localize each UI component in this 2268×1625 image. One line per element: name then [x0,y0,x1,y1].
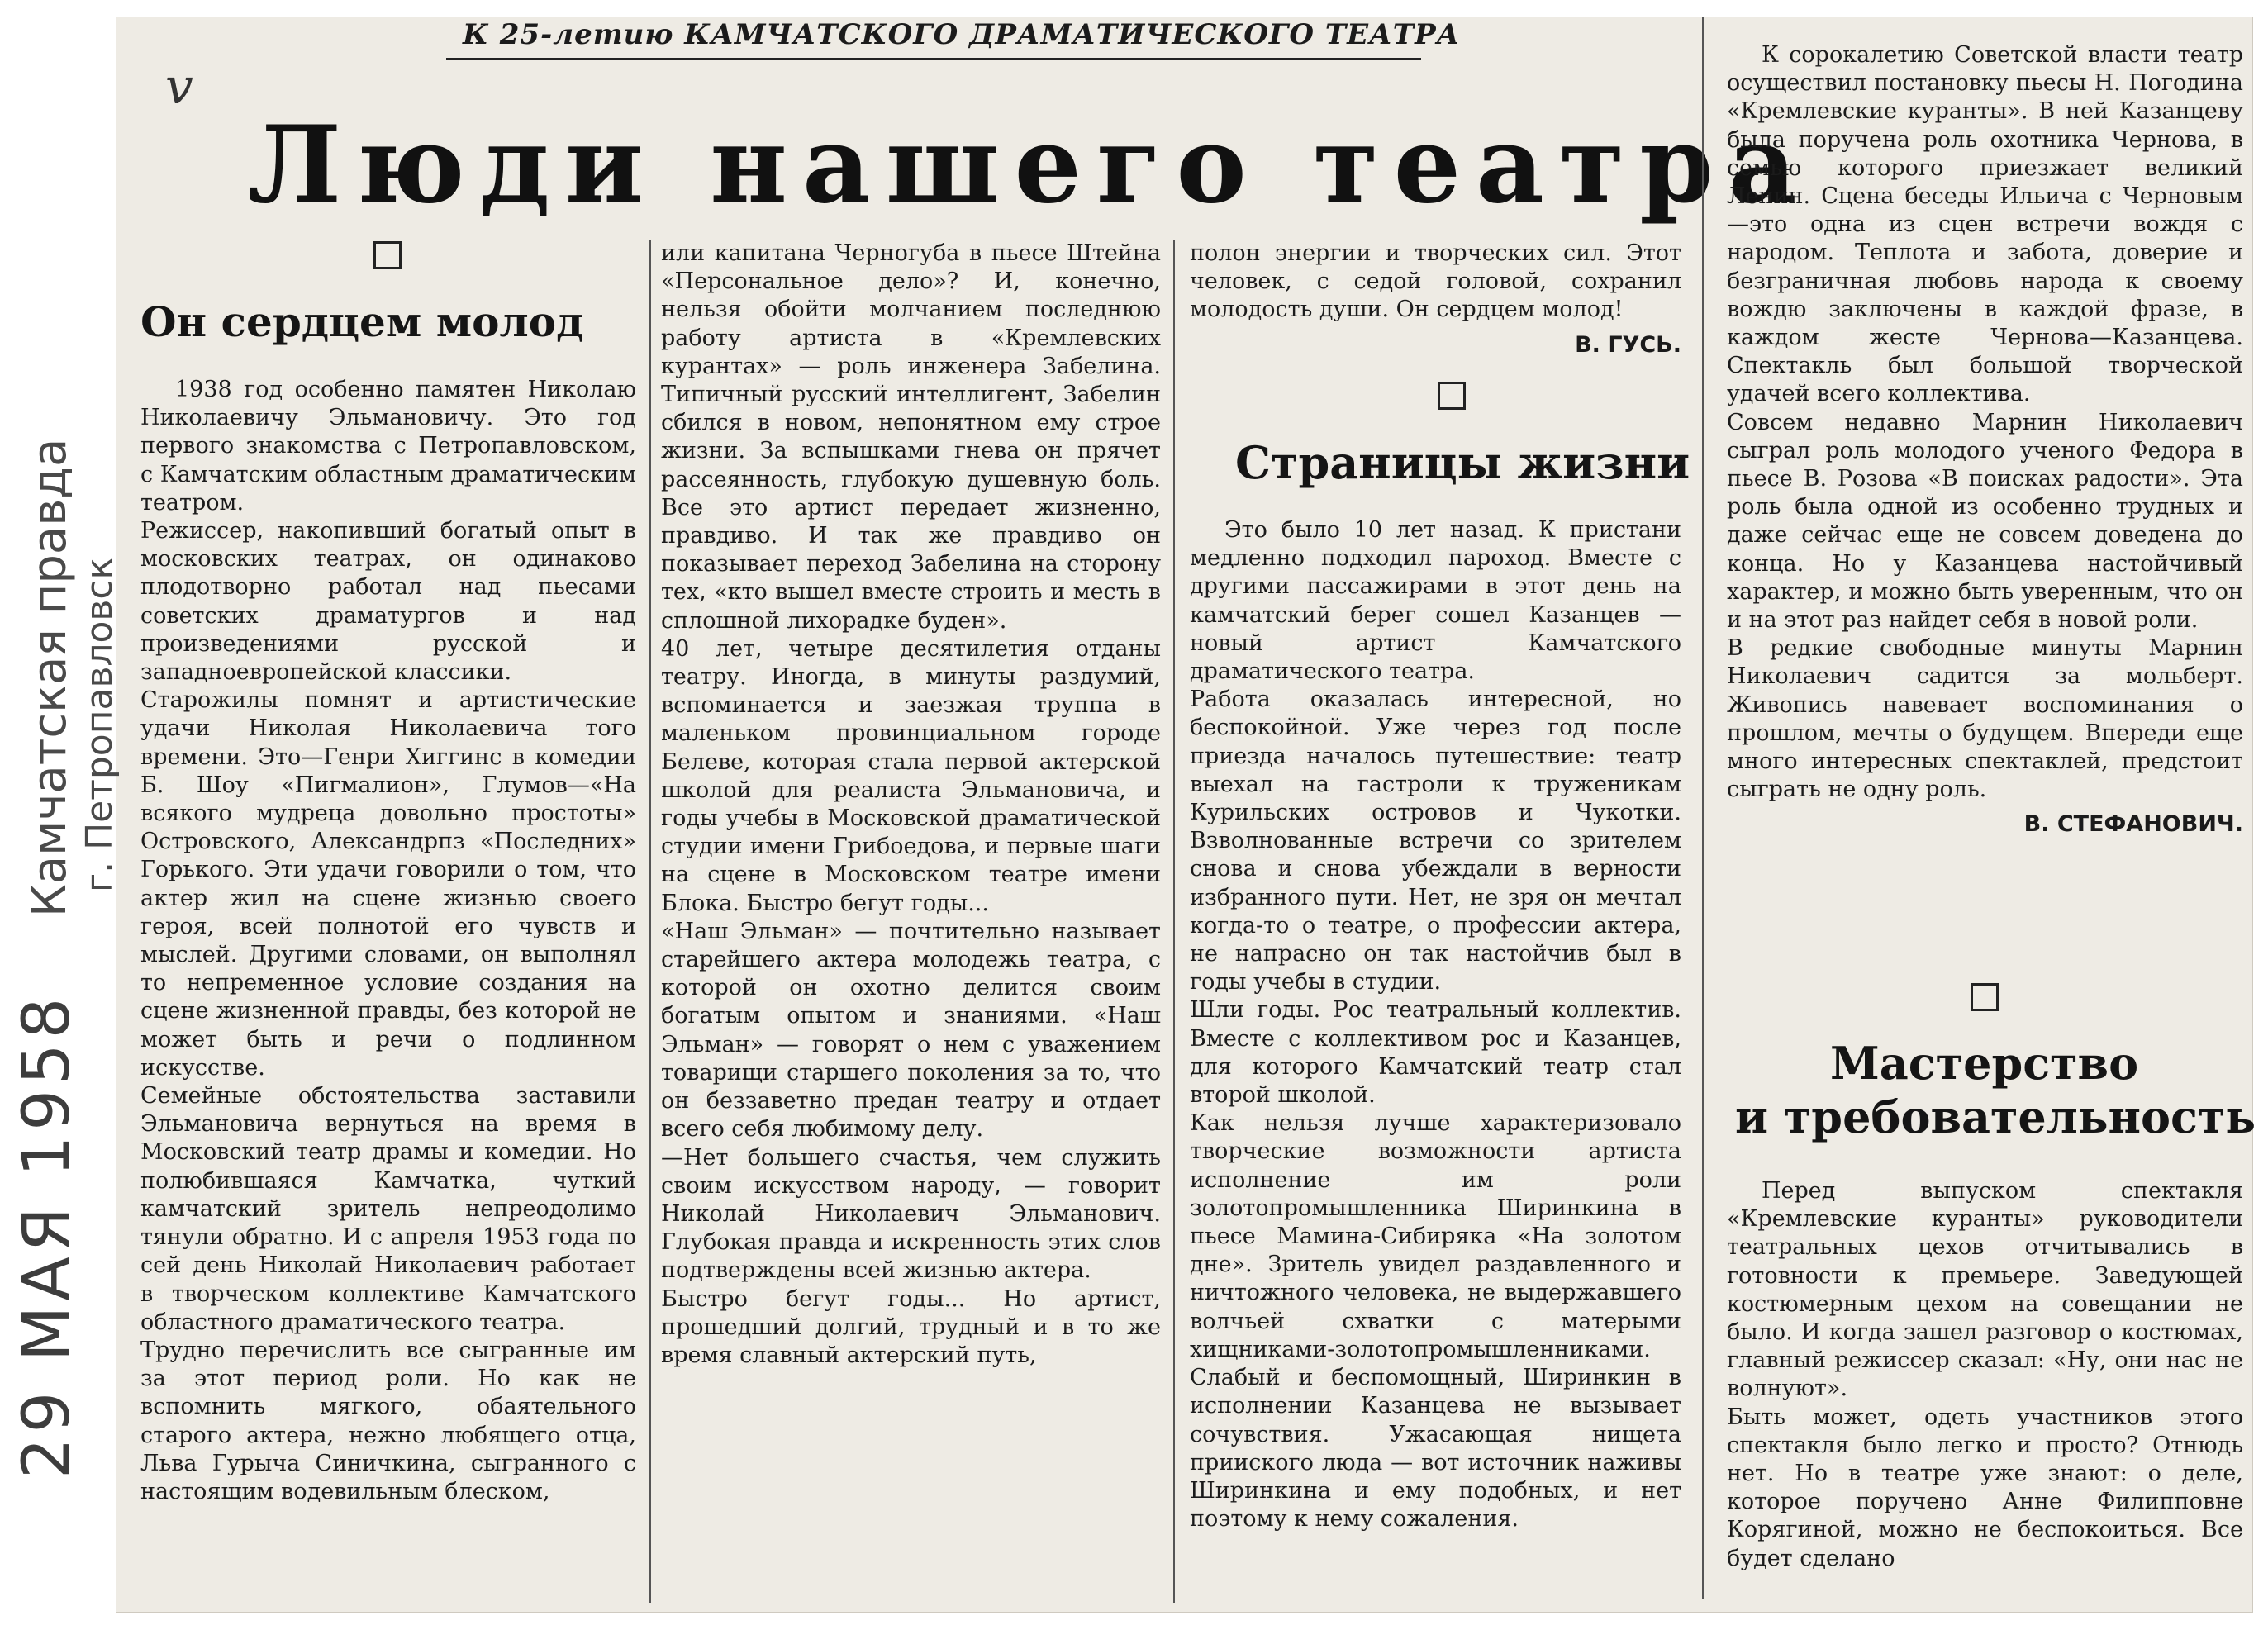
article-column-4 [1727,41,2243,839]
section-divider-box [1438,382,1466,410]
author-signature: В. СТЕФАНОВИЧ. [2023,811,2243,838]
article-column-2 [661,240,1161,1370]
date-stamp: 29 МАЯ 1958 [10,992,84,1479]
article-column-3-top [1190,240,1681,359]
article-text: Перед выпуском спектакля «Кремлевские куранты» руководители театральных цехов отчитывались в готовности к премьере. Заведующей костюмерным цехом на совещании не было. И когда зашел разговор о костюмах, главный режиссер сказал: «Ну, они нас не волнуют». Быть может, одеть участников этого спектакля было легко и просто? Отнюдь нет. Но в театре уже знают: о деле, которое поручено Анне Филипповне Корягиной, можно не беспокоиться. Все будет сделано [1727,1178,2243,1571]
article-text: К сорокалетию Советской власти театр осуществил постановку пьесы Н. Погодина «Кремлевские куранты». В ней Казанцеву была поручена роль охотника Чернова, в семью которого приезжает великий Ленин. Сцена беседы Ильича с Черновым—это одна из сцен встречи вождя с народом. Теплота и забота, доверие и безграничная любовь народа к своему вождю заключены в каждой фразе, в каждом жесте Чернова—Казанцева. Спектакль был большой творческой удачей всего коллектива. Совсем недавно Марнин Николаевич сыграл роль молодого ученого Федора в пьесе В. Розова «В поисках радости». Эта роль была одной из особенно трудных и даже сейчас еще не совсем доведена до конца. Но у Казанцева настойчивый характер, и можно быть уверенным, что он и на этот раз найдет себя в новой роли. В редкие свободные минуты Марнин Николаевич садится за мольберт. Живопись навевает воспоминания о прошлом, мечты о будущем. Впереди еще много интересных спектаклей, предстоит сыграть не одну роль. [1727,42,2243,803]
article-text: полон энергии и творческих сил. Этот человек, с седой головой, сохранил молодость души. Он сердцем молод! [1190,240,1681,323]
author-signature: В. ГУСЬ. [1575,331,1681,358]
newspaper-name-stamp: Камчатская правда [23,438,77,917]
article-column-3 [1190,516,1681,1533]
article-text: 1938 год особенно памятен Николаю Николаевичу Эльмановичу. Это год первого знакомства с Петропавловском, с Камчатским областным драматическим театром. Режиссер, накопивший богатый опыт в московских театрах, он одинаково плодотворно работал над пьесами советских драматургов и над произведениями русской и западноевропейской классики. Старожилы помнят и артистические удачи Николая Николаевича того времени. Это—Генри Хиггинс в комедии Б. Шоу «Пигмалион», Глумов—«На всякого мудреца довольно простоты» Островского, Александрпз «Последних» Горького. Эти удачи говорили о том, что актер жил на сцене жизнью своего героя, всей полнотой его чувств и мыслей. Другими словами, он выполнял то непременное условие создания на сцене жизненной правды, без которой не может быть и речи о подлинном искусстве. Семейные обстоятельства заставили Эльмановича вернуться на время в Московский театр драмы и комедии. Но полюбившаяся Камчатка, чуткий камчатский зритель непреодолимо тянули обратно. И с апреля 1953 года по сей день Николай Николаевич работает в творческом коллективе Камчатского областного драматического театра. Трудно перечислить все сыгранные им за этот период роли. Но как не вспомнить мягкого, обаятельного старого актера, нежно любящего отца, Льва Гурыча Синичкина, сыгранного с настоящим водевильным блеском, [140,377,636,1504]
header-rule [446,58,1421,60]
section-subtitle: К 25-летию КАМЧАТСКОГО ДРАМАТИЧЕСКОГО ТЕАТРА [463,18,1461,51]
article-heading-pages-of-life: Страницы жизни [1235,436,1690,489]
city-stamp: г. Петропавловск [78,557,121,892]
article-heading-mastery: Мастерство [1830,1037,2139,1090]
article-text: Это было 10 лет назад. К пристани медленно подходил пароход. Вместе с другими пассажирами в этот день на камчатский берег сошел Казанцев — новый артист Камчатского драматического театра. Работа оказалась интересной, но беспокойной. Уже через год после приезда началось путешествие: театр выехал на гастроли к труженикам Курильских островов и Чукотки. Взволнованные встречи со зрителем снова и снова убеждали в верности избранного пути. Нет, не зря он мечтал когда-то о театре, о профессии актера, не напрасно он так настойчив был в годы учебы в студии. Шли годы. Рос театральный коллектив. Вместе с коллективом рос и Казанцев, для которого Камчатский театр стал второй школой. Как нельзя лучше характеризовало творческие возможности артиста исполнение им роли золотопромышленника Ширинкина в пьесе Мамина-Сибиряка «На золотом дне». Зритель увидел раздавленного и ничтожного человека, не выдержавшего волчьей схватки с матерыми хищниками-золотопромышленниками. Слабый и беспомощный, Ширинкин в исполнении Казанцева не вызывает сочувствия. Ужасающая нищета прииского люда — вот источник наживы Ширинкина и ему подобных, и нет поэтому к нему сожаления. [1190,517,1681,1532]
article-text: или капитана Черногуба в пьесе Штейна «Персональное дело»? И, конечно, нельзя обойти молчанием последнюю работу артиста в «Кремлевских курантах» — роль инженера Забелина. Типичный русский интеллигент, Забелин сбился в новом, непонятном ему строе жизни. За вспышками гнева он прячет рассеянность, глубокую душевную боль. Все это артист передает жизненно, правдиво. И так же правдиво он показывает переход Забелина на сторону тех, «кто вышел вместе строить и месть в сплошной лихорадке буден». 40 лет, четыре десятилетия отданы театру. Иногда, в минуты раздумий, вспоминается и заезжая труппа в маленьком провинциальном городе Белеве, которая стала первой актерской школой для реалиста Эльмановича, и годы учебы в Московской драматической студии имени Грибоедова, и первые шаги на сцене в Московском театре имени Блока. Быстро бегут годы... «Наш Эльман» — почтительно называет старейшего актера молодежь театра, с которой он охотно делится своим богатым опытом и знаниями. «Наш Эльман» — говорят о нем с уважением товарищи старшего поколения за то, что он беззаветно предан театру и отдает всего себя любимому делу. —Нет большего счастья, чем служить своим искусством народу, — говорит Николай Николаевич Эльманович. Глубокая правда и искренность этих слов подтверждены всей жизнью актера. Быстро бегут годы... Но артист, прошедший долгий, трудный и в то же время славный актерский путь, [661,240,1161,1368]
article-column-4-bottom [1727,1177,2243,1573]
article-heading-heart-young: Он сердцем молод [140,297,584,346]
section-divider-box [1971,983,1999,1011]
article-heading-mastery-line2: и требовательность [1735,1090,2256,1143]
column-rule [649,240,651,1603]
column-rule [1173,240,1175,1603]
handwritten-mark: v [165,58,193,116]
article-column-1 [140,376,636,1506]
section-divider-box [373,241,402,269]
page-title: Люди нашего театра [248,103,1812,227]
column-rule [1702,17,1704,1599]
